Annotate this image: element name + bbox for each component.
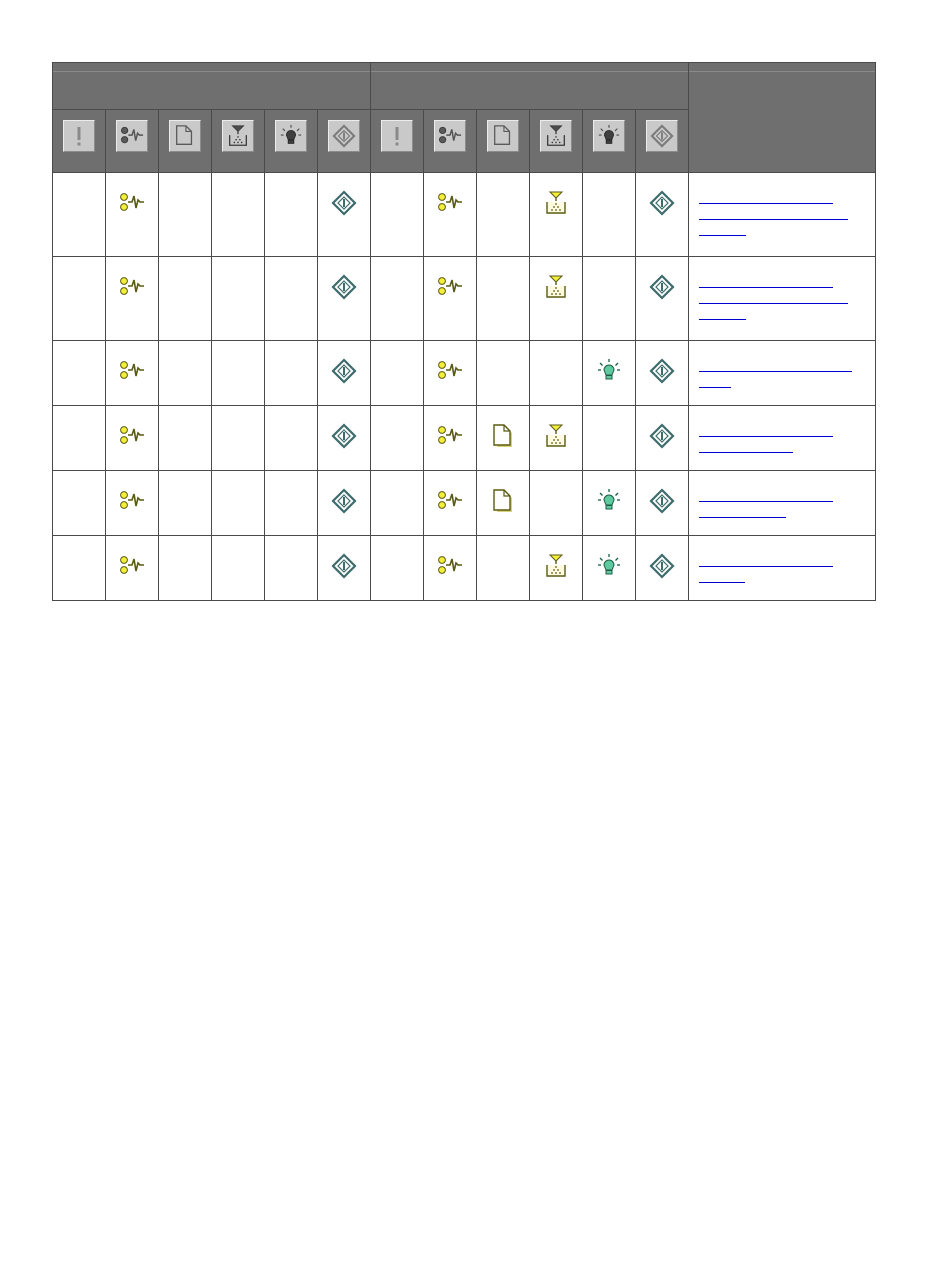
column-header-diamond-info-icon[interactable]: [636, 110, 689, 173]
empty-cell: [212, 341, 265, 406]
cell-lightbulb-icon: [583, 536, 636, 601]
empty-cell: [477, 341, 530, 406]
empty-cell: [212, 471, 265, 536]
cell-diamond-info-icon: [636, 341, 689, 406]
activity-icon: [106, 423, 158, 449]
table-row: [53, 341, 876, 406]
diamond-info-icon: [318, 190, 370, 216]
empty-cell: [53, 341, 106, 406]
empty-cell: [371, 257, 424, 341]
empty-cell: [583, 257, 636, 341]
diamond-info-icon: [318, 553, 370, 579]
lightbulb-icon[interactable]: [593, 120, 625, 152]
diamond-info-icon[interactable]: [646, 120, 678, 152]
column-header-lightbulb-icon[interactable]: [265, 110, 318, 173]
diamond-info-icon: [318, 358, 370, 384]
row-link[interactable]: [689, 173, 876, 257]
diamond-info-icon: [318, 274, 370, 300]
empty-cell: [371, 341, 424, 406]
document-icon[interactable]: [487, 120, 519, 152]
exclamation-icon[interactable]: [381, 120, 413, 152]
column-header-diamond-info-icon[interactable]: [318, 110, 371, 173]
column-header-activity-icon[interactable]: [106, 110, 159, 173]
activity-icon: [424, 274, 476, 300]
cell-diamond-info-icon: [636, 536, 689, 601]
empty-cell: [371, 406, 424, 471]
empty-cell: [212, 406, 265, 471]
column-header-filter-icon[interactable]: [212, 110, 265, 173]
empty-cell: [53, 257, 106, 341]
row-link[interactable]: [689, 406, 876, 471]
cell-activity-icon: [106, 406, 159, 471]
diamond-info-icon: [636, 553, 688, 579]
cell-activity-icon: [106, 341, 159, 406]
table-body: [53, 173, 876, 601]
diamond-info-icon: [636, 488, 688, 514]
empty-cell: [212, 173, 265, 257]
empty-cell: [530, 341, 583, 406]
cell-diamond-info-icon: [318, 257, 371, 341]
empty-cell: [53, 406, 106, 471]
activity-icon: [424, 488, 476, 514]
table-row: [53, 536, 876, 601]
filter-icon: [530, 274, 582, 300]
cell-activity-icon: [424, 257, 477, 341]
cell-lightbulb-icon: [583, 341, 636, 406]
cell-document-icon: [477, 471, 530, 536]
cell-filter-icon: [530, 406, 583, 471]
empty-cell: [371, 536, 424, 601]
filter-icon: [530, 553, 582, 579]
activity-icon: [424, 358, 476, 384]
empty-cell: [477, 257, 530, 341]
empty-cell: [159, 341, 212, 406]
empty-cell: [159, 406, 212, 471]
lightbulb-icon: [583, 488, 635, 514]
cell-diamond-info-icon: [636, 173, 689, 257]
empty-cell: [265, 406, 318, 471]
cell-diamond-info-icon: [636, 471, 689, 536]
empty-cell: [53, 471, 106, 536]
empty-cell: [159, 536, 212, 601]
group-header-links: [689, 63, 876, 173]
empty-cell: [53, 173, 106, 257]
empty-cell: [212, 257, 265, 341]
table-row: [53, 471, 876, 536]
diamond-info-icon: [636, 274, 688, 300]
table-row: [53, 406, 876, 471]
empty-cell: [212, 536, 265, 601]
row-link[interactable]: [689, 257, 876, 341]
cell-filter-icon: [530, 536, 583, 601]
diamond-info-icon: [636, 190, 688, 216]
group-header-right: [371, 63, 689, 110]
activity-icon: [106, 488, 158, 514]
empty-cell: [265, 341, 318, 406]
cell-activity-icon: [106, 471, 159, 536]
row-link[interactable]: [689, 536, 876, 601]
empty-cell: [371, 173, 424, 257]
column-header-document-icon[interactable]: [159, 110, 212, 173]
diamond-info-icon: [636, 358, 688, 384]
empty-cell: [265, 471, 318, 536]
cell-diamond-info-icon: [318, 173, 371, 257]
empty-cell: [159, 173, 212, 257]
activity-icon: [106, 274, 158, 300]
column-header-document-icon[interactable]: [477, 110, 530, 173]
cell-diamond-info-icon: [636, 257, 689, 341]
empty-cell: [265, 257, 318, 341]
cell-activity-icon: [424, 471, 477, 536]
empty-cell: [477, 173, 530, 257]
activity-icon: [106, 553, 158, 579]
row-link[interactable]: [689, 471, 876, 536]
activity-icon[interactable]: [434, 120, 466, 152]
cell-diamond-info-icon: [318, 471, 371, 536]
lightbulb-icon[interactable]: [275, 120, 307, 152]
empty-cell: [53, 536, 106, 601]
filter-icon: [530, 190, 582, 216]
activity-icon: [424, 423, 476, 449]
cell-activity-icon: [106, 257, 159, 341]
filter-icon[interactable]: [222, 120, 254, 152]
cell-activity-icon: [106, 173, 159, 257]
activity-icon[interactable]: [116, 120, 148, 152]
cell-diamond-info-icon: [318, 341, 371, 406]
activity-icon: [106, 358, 158, 384]
cell-activity-icon: [424, 341, 477, 406]
empty-cell: [583, 173, 636, 257]
group-header-row: [53, 63, 876, 110]
cell-activity-icon: [424, 173, 477, 257]
group-header-left: [53, 63, 371, 110]
empty-cell: [265, 173, 318, 257]
activity-icon: [424, 190, 476, 216]
cell-activity-icon: [106, 536, 159, 601]
column-header-exclamation-icon[interactable]: [371, 110, 424, 173]
document-icon: [477, 488, 529, 514]
empty-cell: [583, 406, 636, 471]
column-header-exclamation-icon[interactable]: [53, 110, 106, 173]
cell-activity-icon: [424, 406, 477, 471]
diamond-info-icon[interactable]: [328, 120, 360, 152]
diamond-info-icon: [318, 488, 370, 514]
diamond-info-icon: [318, 423, 370, 449]
empty-cell: [530, 471, 583, 536]
cell-diamond-info-icon: [318, 406, 371, 471]
diamond-info-icon: [636, 423, 688, 449]
column-header-activity-icon[interactable]: [424, 110, 477, 173]
document-icon: [477, 423, 529, 449]
exclamation-icon[interactable]: [63, 120, 95, 152]
table-row: [53, 257, 876, 341]
empty-cell: [477, 536, 530, 601]
status-table: [52, 62, 876, 601]
filter-icon[interactable]: [540, 120, 572, 152]
filter-icon: [530, 423, 582, 449]
empty-cell: [371, 471, 424, 536]
activity-icon: [424, 553, 476, 579]
cell-document-icon: [477, 406, 530, 471]
cell-activity-icon: [424, 536, 477, 601]
row-link[interactable]: [689, 341, 876, 406]
cell-filter-icon: [530, 257, 583, 341]
activity-icon: [106, 190, 158, 216]
lightbulb-icon: [583, 553, 635, 579]
cell-diamond-info-icon: [318, 536, 371, 601]
column-header-filter-icon[interactable]: [530, 110, 583, 173]
empty-cell: [159, 257, 212, 341]
empty-cell: [265, 536, 318, 601]
column-header-lightbulb-icon[interactable]: [583, 110, 636, 173]
cell-filter-icon: [530, 173, 583, 257]
cell-lightbulb-icon: [583, 471, 636, 536]
empty-cell: [159, 471, 212, 536]
document-icon[interactable]: [169, 120, 201, 152]
cell-diamond-info-icon: [636, 406, 689, 471]
lightbulb-icon: [583, 358, 635, 384]
table-row: [53, 173, 876, 257]
